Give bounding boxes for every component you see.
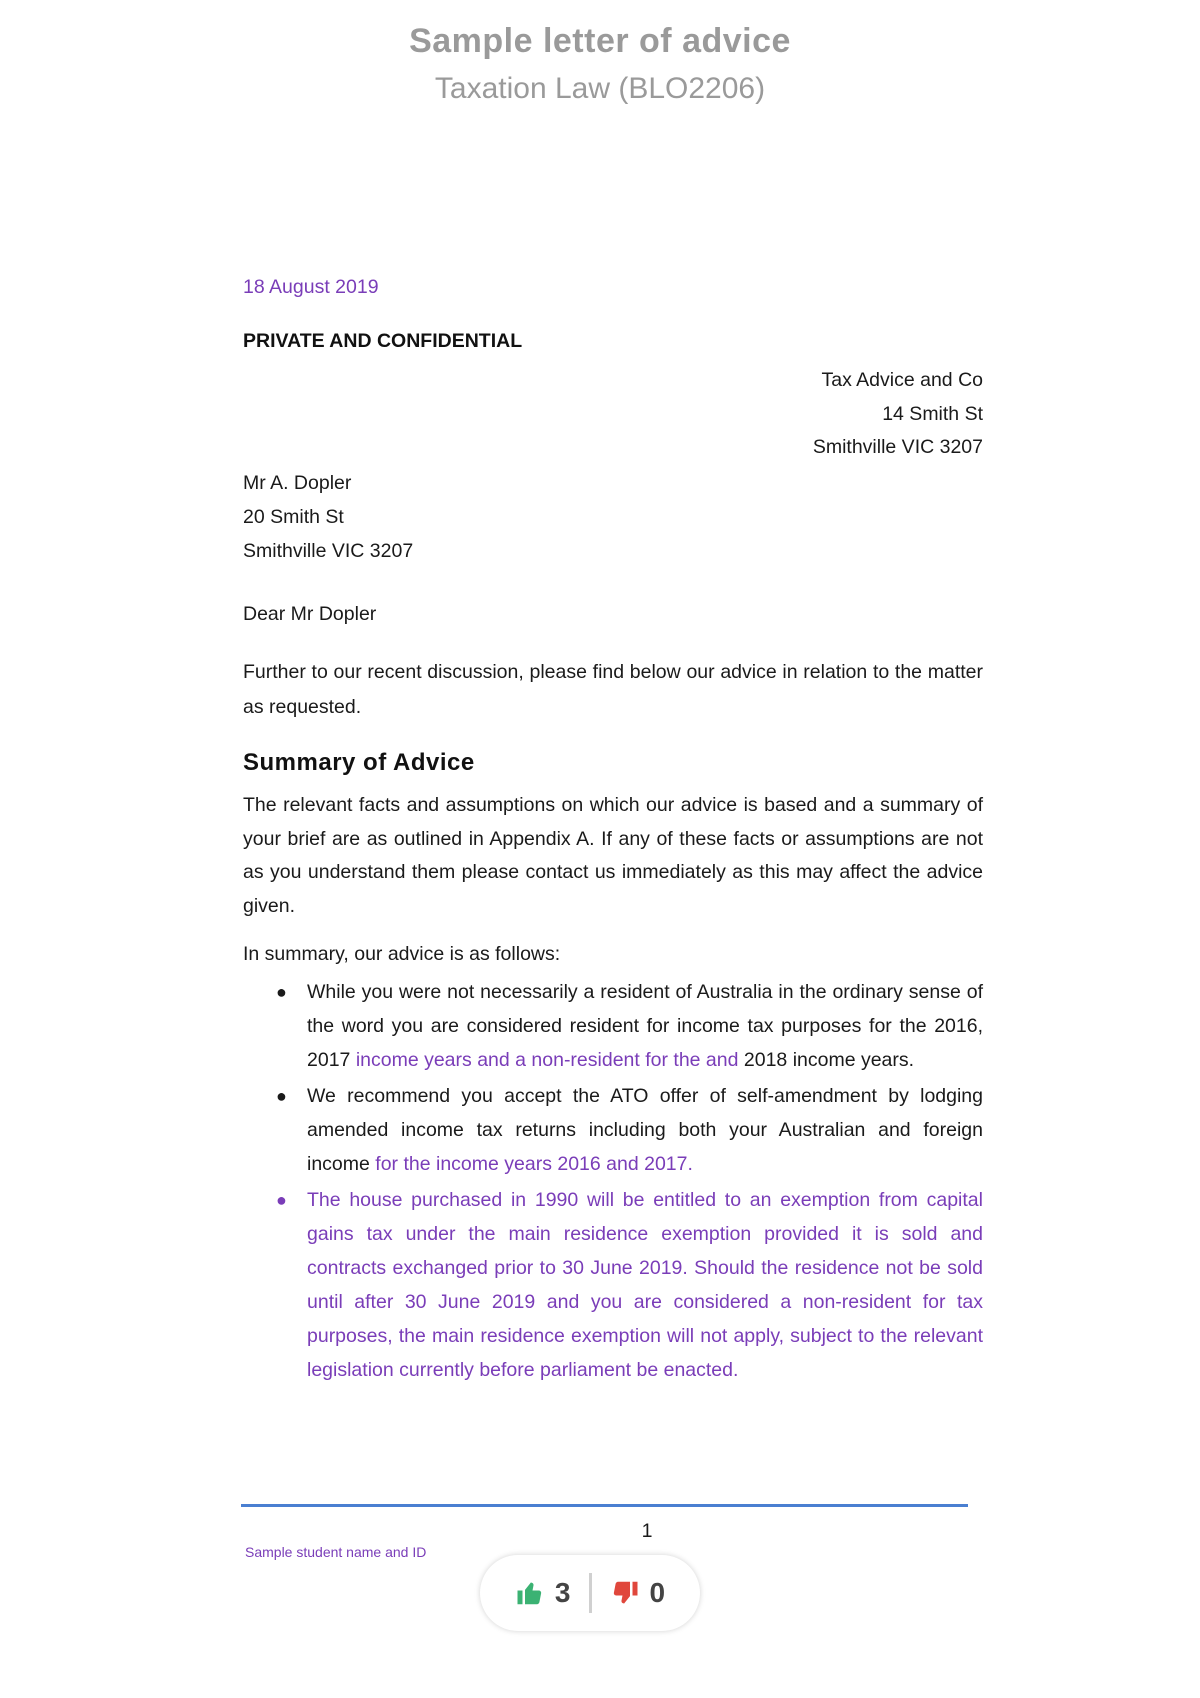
intro-paragraph: Further to our recent discussion, please find below our advice in relation to the matter as requested. <box>243 661 983 718</box>
recipient-line: 20 Smith St <box>243 506 344 528</box>
sender-line: 14 Smith St <box>882 402 983 425</box>
bullet-icon: ● <box>276 1190 287 1210</box>
confidential-label: PRIVATE AND CONFIDENTIAL <box>243 330 523 352</box>
list-item-text-highlight: for the income years 2016 and 2017. <box>375 1153 693 1175</box>
reaction-bar <box>480 1555 700 1631</box>
recipient-address <box>243 466 413 568</box>
footer-divider <box>241 1504 968 1507</box>
list-item-text-highlight: The house purchased in 1990 will be entitled to an exemption from capital gains tax under the main residence exemption provided it is sold and contracts exchanged prior to 30 June 2019. Should the residence not be sold until after 30 June 2019 and you are considered a non-resident for tax purposes, the main residence exemption will not apply, subject to the relevant legislation currently before parliament be enacted. <box>307 1189 983 1381</box>
sender-address <box>813 364 983 465</box>
list-item-text-highlight: income years and a non-resident for the and <box>355 1049 744 1071</box>
dislike-button[interactable] <box>610 1577 666 1609</box>
page-number: 1 <box>641 1520 653 1542</box>
dislike-count: 0 <box>649 1577 666 1608</box>
list-item-text: 2018 income years. <box>743 1049 915 1071</box>
reaction-divider <box>589 1573 592 1613</box>
bullet-icon: ● <box>276 982 287 1002</box>
like-count: 3 <box>554 1577 571 1608</box>
summary-lead: In summary, our advice is as follows: <box>243 943 561 965</box>
thumbs-down-icon <box>610 1578 640 1608</box>
list-item <box>243 1079 983 1181</box>
recipient-line: Smithville VIC 3207 <box>243 540 414 562</box>
list-item-text: While you were not necessarily a resident of Australia in the ordinary sense of the word you are considered resident for income tax purposes for the 2016, 2017 <box>307 981 983 1071</box>
bullet-icon: ● <box>276 1086 287 1106</box>
recipient-line: Mr A. Dopler <box>243 472 352 494</box>
list-item <box>243 1183 983 1387</box>
sender-line: Smithville VIC 3207 <box>812 436 983 458</box>
footer-student-name: Sample student name and ID <box>245 1544 427 1560</box>
like-button[interactable] <box>515 1577 571 1609</box>
document-title: Sample letter of advice <box>409 22 791 60</box>
advice-list <box>243 975 983 1389</box>
document-subtitle: Taxation Law (BLO2206) <box>434 72 766 105</box>
section-heading: Summary of Advice <box>243 749 475 776</box>
salutation: Dear Mr Dopler <box>243 603 377 625</box>
sender-line: Tax Advice and Co <box>821 369 983 391</box>
list-item-text: We recommend you accept the ATO offer of self-amendment by lodging amended income tax returns including both your Australian and foreign income <box>307 1085 983 1175</box>
thumbs-up-icon <box>515 1578 545 1608</box>
letter-date: 18 August 2019 <box>243 276 379 298</box>
list-item <box>243 975 983 1077</box>
facts-paragraph: The relevant facts and assumptions on which our advice is based and a summary of your brief are as outlined in Appendix A. If any of these facts or assumptions are not as you understand them please contact us immediately as this may affect the advice given. <box>243 794 983 917</box>
